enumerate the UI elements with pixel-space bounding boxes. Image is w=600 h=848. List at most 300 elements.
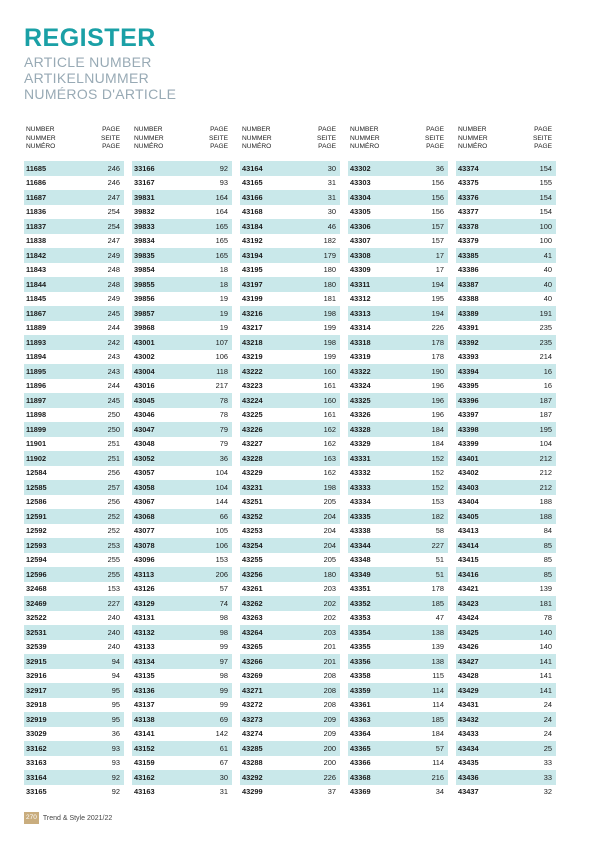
page-ref: 24 (543, 714, 552, 724)
table-row (132, 176, 232, 191)
article-number: 43165 (242, 178, 263, 188)
article-number: 43219 (242, 352, 263, 362)
page-ref: 164 (215, 192, 228, 202)
article-number: 11836 (26, 207, 47, 217)
table-row (456, 292, 556, 307)
table-row (240, 712, 340, 727)
page-ref: 61 (219, 743, 228, 753)
table-row (240, 379, 340, 394)
article-number: 43253 (242, 526, 263, 536)
page-ref: 251 (107, 453, 120, 463)
article-number: 43228 (242, 453, 263, 463)
page-ref: 24 (543, 729, 552, 739)
page-ref: 78 (219, 395, 228, 405)
article-number: 43328 (350, 424, 371, 434)
page-ref: 182 (431, 511, 444, 521)
page-ref: 99 (219, 700, 228, 710)
article-number: 39835 (134, 250, 155, 260)
page-ref: 95 (111, 714, 120, 724)
page-ref: 252 (107, 511, 120, 521)
article-number: 43326 (350, 410, 371, 420)
table-row (240, 582, 340, 597)
article-number: 43264 (242, 627, 263, 637)
article-number: 43355 (350, 642, 371, 652)
table-row (348, 625, 448, 640)
page-ref: 98 (219, 627, 228, 637)
article-number: 43404 (458, 497, 479, 507)
page-ref: 36 (111, 729, 120, 739)
table-row (132, 582, 232, 597)
article-number: 43227 (242, 439, 263, 449)
page-ref: 18 (219, 279, 228, 289)
article-number: 43229 (242, 468, 263, 478)
page-ref: 203 (323, 584, 336, 594)
page-ref: 31 (327, 192, 336, 202)
table-row (348, 756, 448, 771)
table-row (456, 553, 556, 568)
page-ref: 243 (107, 366, 120, 376)
register-column (240, 126, 348, 799)
article-number: 12586 (26, 497, 47, 507)
table-row (456, 785, 556, 800)
page-ref: 139 (539, 584, 552, 594)
table-row (348, 538, 448, 553)
table-row (132, 669, 232, 684)
page-ref: 235 (539, 323, 552, 333)
article-number: 43331 (350, 453, 371, 463)
article-number: 43077 (134, 526, 155, 536)
table-row (24, 364, 124, 379)
page-ref: 226 (431, 323, 444, 333)
article-number: 12596 (26, 569, 47, 579)
table-row (132, 596, 232, 611)
page-ref: 195 (431, 294, 444, 304)
article-number: 43133 (134, 642, 155, 652)
page-ref: 242 (107, 337, 120, 347)
article-number: 43318 (350, 337, 371, 347)
article-number: 43351 (350, 584, 371, 594)
article-number: 43434 (458, 743, 479, 753)
article-number: 39833 (134, 221, 155, 231)
article-number: 39868 (134, 323, 155, 333)
number-header-line: NUMMER (350, 134, 380, 142)
article-number: 43375 (458, 178, 479, 188)
page-ref: 18 (219, 265, 228, 275)
table-row (240, 364, 340, 379)
table-row (240, 219, 340, 234)
page-ref: 162 (323, 468, 336, 478)
page-ref: 140 (539, 642, 552, 652)
article-number: 43226 (242, 424, 263, 434)
page-ref: 244 (107, 381, 120, 391)
table-row (132, 770, 232, 785)
page-ref: 51 (435, 569, 444, 579)
page-ref: 152 (431, 468, 444, 478)
table-row (132, 611, 232, 626)
page-ref: 196 (431, 395, 444, 405)
article-number: 43261 (242, 584, 263, 594)
page-ref: 240 (107, 613, 120, 623)
table-row (240, 509, 340, 524)
page-header-line: PAGE (318, 143, 336, 150)
page-ref: 184 (431, 729, 444, 739)
article-number: 43016 (134, 381, 155, 391)
page-ref: 209 (323, 714, 336, 724)
page-ref: 32 (543, 787, 552, 797)
table-row (24, 741, 124, 756)
page-header-line: PAGE (318, 126, 336, 133)
table-row (240, 350, 340, 365)
article-number: 43256 (242, 569, 263, 579)
page-ref: 254 (107, 207, 120, 217)
article-number: 43374 (458, 163, 479, 173)
page-ref: 140 (539, 627, 552, 637)
table-row (132, 756, 232, 771)
number-header-line: NUMMER (242, 134, 272, 142)
page-ref: 104 (215, 468, 228, 478)
page-ref: 187 (539, 410, 552, 420)
table-row (456, 219, 556, 234)
article-number: 43273 (242, 714, 263, 724)
article-number: 43396 (458, 395, 479, 405)
table-row (456, 567, 556, 582)
page-ref: 243 (107, 352, 120, 362)
page-ref: 92 (219, 163, 228, 173)
page-ref: 188 (539, 497, 552, 507)
table-row (132, 640, 232, 655)
page-header-line: PAGE (534, 126, 552, 133)
page-ref: 178 (431, 584, 444, 594)
page-ref: 160 (323, 395, 336, 405)
table-row (348, 785, 448, 800)
page-ref: 79 (219, 424, 228, 434)
table-row (24, 277, 124, 292)
table-row (240, 190, 340, 205)
page-ref: 24 (543, 700, 552, 710)
page-ref: 201 (323, 642, 336, 652)
article-number: 11894 (26, 352, 47, 362)
register-title: REGISTER (24, 24, 156, 52)
table-row (132, 161, 232, 176)
table-row (24, 596, 124, 611)
page-ref: 85 (543, 555, 552, 565)
page-ref: 154 (539, 207, 552, 217)
article-number: 43413 (458, 526, 479, 536)
page-ref: 16 (543, 381, 552, 391)
subtitle-en: ARTICLE NUMBER (24, 54, 152, 70)
page-number: 270 (24, 812, 39, 824)
page-ref: 212 (539, 453, 552, 463)
page-ref: 196 (431, 410, 444, 420)
page-ref: 240 (107, 642, 120, 652)
article-number: 43426 (458, 642, 479, 652)
register-column (348, 126, 456, 799)
article-number: 43222 (242, 366, 263, 376)
table-row (24, 770, 124, 785)
table-row (348, 509, 448, 524)
page-ref: 249 (107, 250, 120, 260)
page-ref: 51 (435, 555, 444, 565)
table-row (24, 567, 124, 582)
page-ref: 67 (219, 758, 228, 768)
table-row (240, 335, 340, 350)
table-row (240, 611, 340, 626)
article-number: 43138 (134, 714, 155, 724)
article-number: 43398 (458, 424, 479, 434)
table-row (24, 335, 124, 350)
table-row (24, 553, 124, 568)
table-row (348, 553, 448, 568)
page-ref: 95 (111, 685, 120, 695)
article-number: 43163 (134, 787, 155, 797)
article-number: 43068 (134, 511, 155, 521)
page-ref: 204 (323, 526, 336, 536)
article-number: 43428 (458, 671, 479, 681)
article-number: 43292 (242, 772, 263, 782)
article-number: 43319 (350, 352, 371, 362)
page-ref: 212 (539, 468, 552, 478)
article-number: 43391 (458, 323, 479, 333)
article-number: 43302 (350, 163, 371, 173)
table-row (348, 611, 448, 626)
article-number: 43136 (134, 685, 155, 695)
table-row (24, 422, 124, 437)
page-ref: 31 (327, 178, 336, 188)
table-row (348, 712, 448, 727)
table-row (240, 321, 340, 336)
article-number: 43379 (458, 236, 479, 246)
table-row (456, 480, 556, 495)
table-row (348, 741, 448, 756)
table-row (240, 756, 340, 771)
article-number: 43197 (242, 279, 263, 289)
page-ref: 246 (107, 178, 120, 188)
article-number: 11895 (26, 366, 47, 376)
article-number: 43137 (134, 700, 155, 710)
table-row (348, 698, 448, 713)
table-row (24, 205, 124, 220)
page-ref: 78 (219, 410, 228, 420)
article-number: 11867 (26, 308, 47, 318)
table-row (348, 669, 448, 684)
article-number: 32916 (26, 671, 47, 681)
page-ref: 84 (543, 526, 552, 536)
table-row (24, 306, 124, 321)
article-number: 11844 (26, 279, 47, 289)
page-ref: 25 (543, 743, 552, 753)
page-ref: 30 (219, 772, 228, 782)
page-ref: 178 (431, 352, 444, 362)
page-ref: 198 (323, 482, 336, 492)
table-row (456, 190, 556, 205)
table-row (132, 741, 232, 756)
page-ref: 250 (107, 424, 120, 434)
number-header-line: NUMÉRO (350, 143, 380, 150)
article-number: 43311 (350, 279, 371, 289)
table-row (348, 683, 448, 698)
table-row (24, 683, 124, 698)
article-number: 43322 (350, 366, 371, 376)
page-header-line: PAGE (102, 126, 120, 133)
table-row (132, 205, 232, 220)
number-header-line: NUMÉRO (242, 143, 272, 150)
table-row (24, 669, 124, 684)
table-row (456, 234, 556, 249)
table-row (348, 596, 448, 611)
page-header-line: PAGE (210, 143, 228, 150)
page-ref: 156 (431, 192, 444, 202)
table-row (24, 524, 124, 539)
page-ref: 181 (323, 294, 336, 304)
page-ref: 200 (323, 743, 336, 753)
page-header-line: PAGE (426, 143, 444, 150)
page-header-line: SEITE (424, 134, 444, 142)
article-number: 11893 (26, 337, 47, 347)
table-row (240, 466, 340, 481)
article-number: 43004 (134, 366, 155, 376)
table-row (132, 553, 232, 568)
page-ref: 30 (327, 207, 336, 217)
page-ref: 208 (323, 671, 336, 681)
page-ref: 179 (323, 250, 336, 260)
page-ref: 37 (327, 787, 336, 797)
page-ref: 40 (543, 265, 552, 275)
page-header (209, 126, 232, 158)
page-ref: 74 (219, 598, 228, 608)
page-ref: 184 (431, 424, 444, 434)
table-row (456, 756, 556, 771)
table-row (348, 654, 448, 669)
table-row (132, 683, 232, 698)
table-row (348, 582, 448, 597)
table-row (456, 596, 556, 611)
table-row (456, 393, 556, 408)
article-number: 43168 (242, 207, 263, 217)
table-row (348, 292, 448, 307)
page-ref: 180 (323, 569, 336, 579)
table-row (456, 654, 556, 669)
number-header (240, 126, 272, 158)
table-row (24, 756, 124, 771)
table-row (348, 727, 448, 742)
article-number: 32915 (26, 656, 47, 666)
article-number: 43299 (242, 787, 263, 797)
table-row (24, 190, 124, 205)
article-number: 32531 (26, 627, 47, 637)
page-ref: 104 (215, 482, 228, 492)
table-row (24, 219, 124, 234)
article-number: 43306 (350, 221, 371, 231)
article-number: 43366 (350, 758, 371, 768)
page-ref: 79 (219, 439, 228, 449)
table-row (348, 379, 448, 394)
page-ref: 184 (431, 439, 444, 449)
column-header (348, 126, 448, 158)
page-ref: 40 (543, 279, 552, 289)
page-ref: 85 (543, 569, 552, 579)
number-header-line: NUMMER (26, 134, 56, 142)
table-row (456, 205, 556, 220)
page-ref: 165 (215, 250, 228, 260)
article-number: 43126 (134, 584, 155, 594)
page-ref: 251 (107, 439, 120, 449)
table-row (132, 654, 232, 669)
table-row (456, 277, 556, 292)
number-header-line: NUMBER (242, 126, 271, 133)
page-ref: 19 (219, 294, 228, 304)
table-row (348, 466, 448, 481)
page-header (101, 126, 124, 158)
table-row (132, 509, 232, 524)
table-row (24, 350, 124, 365)
table-row (456, 422, 556, 437)
table-row (456, 321, 556, 336)
article-number: 11686 (26, 178, 47, 188)
page-ref: 156 (431, 207, 444, 217)
page-ref: 214 (539, 352, 552, 362)
table-row (348, 321, 448, 336)
page-ref: 36 (219, 453, 228, 463)
table-row (24, 321, 124, 336)
page-header (533, 126, 556, 158)
page-ref: 244 (107, 323, 120, 333)
table-row (456, 495, 556, 510)
page-ref: 227 (107, 598, 120, 608)
page-ref: 162 (323, 439, 336, 449)
page-ref: 47 (435, 613, 444, 623)
page-ref: 154 (539, 163, 552, 173)
page-ref: 95 (111, 700, 120, 710)
article-number: 43335 (350, 511, 371, 521)
article-number: 43132 (134, 627, 155, 637)
table-row (24, 495, 124, 510)
article-number: 43348 (350, 555, 371, 565)
article-number: 11898 (26, 410, 47, 420)
article-number: 43262 (242, 598, 263, 608)
table-row (132, 567, 232, 582)
table-row (24, 161, 124, 176)
page-ref: 246 (107, 163, 120, 173)
table-row (240, 683, 340, 698)
article-number: 43199 (242, 294, 263, 304)
article-number: 32468 (26, 584, 47, 594)
table-row (348, 480, 448, 495)
article-number: 43303 (350, 178, 371, 188)
table-row (456, 611, 556, 626)
table-row (456, 712, 556, 727)
page-ref: 235 (539, 337, 552, 347)
page-ref: 165 (215, 221, 228, 231)
table-row (456, 248, 556, 263)
article-number: 43395 (458, 381, 479, 391)
table-row (456, 669, 556, 684)
page-ref: 57 (435, 743, 444, 753)
article-number: 43251 (242, 497, 263, 507)
article-number: 43352 (350, 598, 371, 608)
table-row (24, 582, 124, 597)
register-column (132, 126, 240, 799)
number-header-line: NUMÉRO (458, 143, 488, 150)
article-number: 43424 (458, 613, 479, 623)
page-ref: 165 (215, 236, 228, 246)
article-number: 32522 (26, 613, 47, 623)
table-row (132, 524, 232, 539)
article-number: 32917 (26, 685, 47, 695)
table-row (132, 393, 232, 408)
article-number: 43271 (242, 685, 263, 695)
article-number: 43057 (134, 468, 155, 478)
article-number: 39855 (134, 279, 155, 289)
